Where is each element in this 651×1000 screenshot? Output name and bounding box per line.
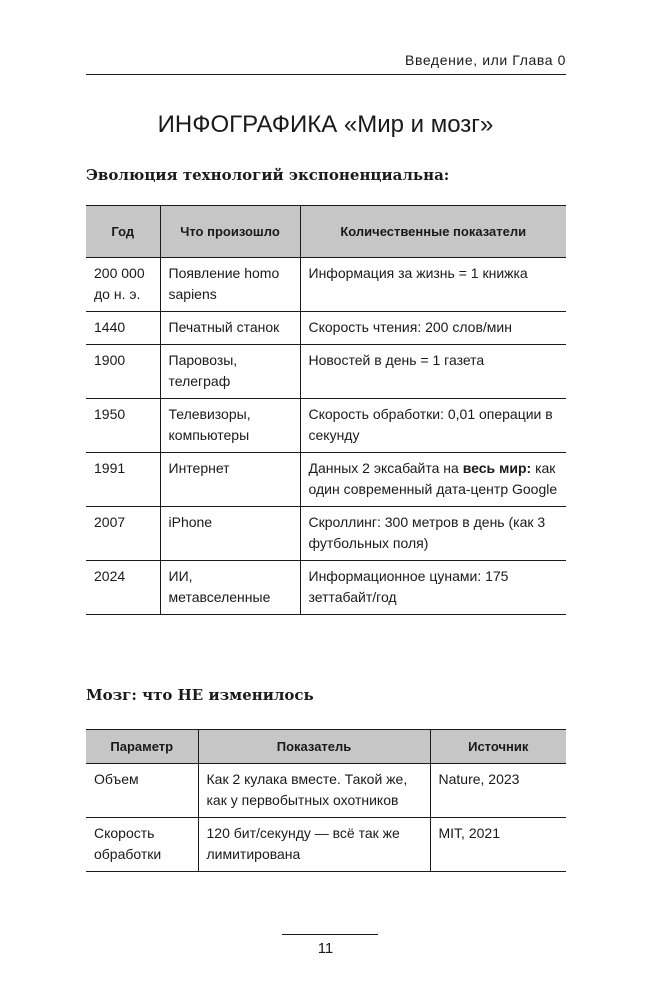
year-cell: 1440 (86, 312, 160, 345)
metric-cell: Информация за жизнь = 1 книжка (300, 258, 566, 312)
table-row (86, 507, 566, 561)
metric-cell: Скроллинг: 300 метров в день (как 3 футбольных поля) (300, 507, 566, 561)
year-cell: 200 000 до н. э. (86, 258, 160, 312)
value-cell: Как 2 кулака вместе. Такой же, как у первобытных охотников (198, 764, 430, 818)
table-row (86, 818, 566, 872)
event-cell: ИИ, метавселенные (160, 561, 300, 615)
event-cell: iPhone (160, 507, 300, 561)
parameter-cell: Объем (86, 764, 198, 818)
value-cell: 120 бит/секунду — всё так же лимитирована (198, 818, 430, 872)
year-cell: 2007 (86, 507, 160, 561)
page-number: 11 (317, 940, 334, 957)
metric-emphasis: весь мир: (462, 460, 532, 476)
year-cell: 1991 (86, 453, 160, 507)
year-cell: 1900 (86, 345, 160, 399)
column-header-metrics: Количественные показатели (300, 206, 566, 258)
header-rule (86, 74, 566, 75)
brain-table (86, 729, 566, 872)
tech-section-heading: Эволюция технологий экспоненциальна: (86, 166, 450, 184)
metric-text: Данных 2 эксабайта на (308, 460, 463, 476)
metric-cell (300, 453, 566, 507)
running-head: Введение, или Глава 0 (405, 52, 566, 68)
event-cell: Печатный станок (160, 312, 300, 345)
event-cell: Телевизоры, компьютеры (160, 399, 300, 453)
column-header-source: Источник (430, 730, 566, 764)
metric-cell: Скорость чтения: 200 слов/мин (300, 312, 566, 345)
table-row (86, 453, 566, 507)
event-cell: Паровозы, телеграф (160, 345, 300, 399)
metric-text: как один современный дата-центр Google (308, 460, 558, 497)
table-row (86, 345, 566, 399)
year-cell: 2024 (86, 561, 160, 615)
table-row (86, 312, 566, 345)
parameter-cell: Скорость обработки (86, 818, 198, 872)
table-row (86, 561, 566, 615)
year-cell: 1950 (86, 399, 160, 453)
source-cell: Nature, 2023 (430, 764, 566, 818)
metric-cell: Скорость обработки: 0,01 операции в секунду (300, 399, 566, 453)
event-cell: Появление homo sapiens (160, 258, 300, 312)
source-cell: MIT, 2021 (430, 818, 566, 872)
page-title: ИНФОГРАФИКА «Мир и мозг» (157, 111, 494, 138)
table-row (86, 258, 566, 312)
table-row (86, 764, 566, 818)
metric-cell: Новостей в день = 1 газета (300, 345, 566, 399)
column-header-year: Год (86, 206, 160, 258)
table-row (86, 399, 566, 453)
brain-section-heading: Мозг: что НЕ изменилось (86, 686, 314, 704)
event-cell: Интернет (160, 453, 300, 507)
page-number-rule (282, 934, 378, 935)
column-header-parameter: Параметр (86, 730, 198, 764)
metric-cell: Информационное цунами: 175 зеттабайт/год (300, 561, 566, 615)
column-header-value: Показатель (198, 730, 430, 764)
column-header-event: Что произошло (160, 206, 300, 258)
tech-evolution-table (86, 205, 566, 615)
